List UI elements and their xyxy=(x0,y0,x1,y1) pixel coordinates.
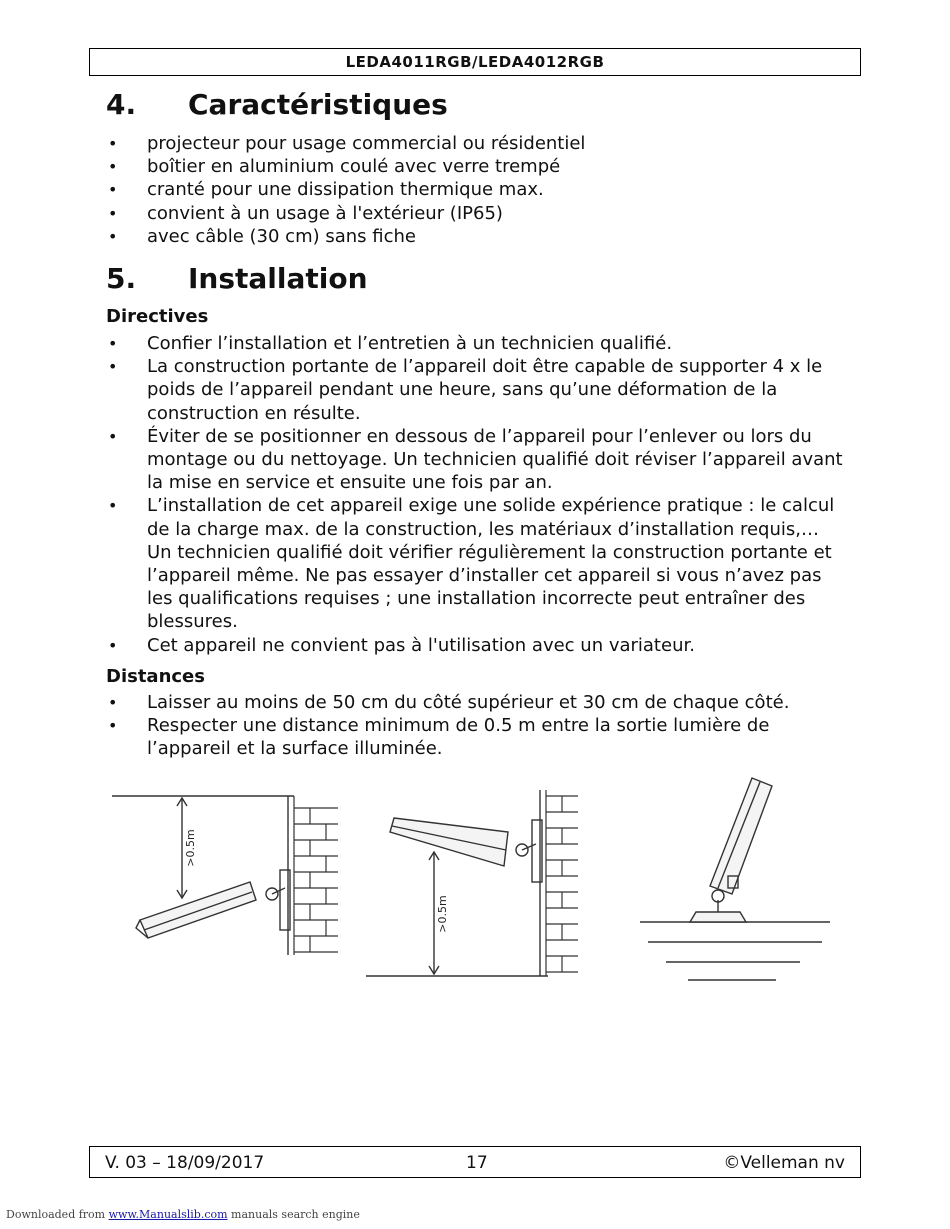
section-5-heading xyxy=(106,262,368,295)
download-prefix: Downloaded from xyxy=(6,1208,109,1221)
list-item: • Éviter de se positionner en dessous de l’appareil pour l’enlever ou lors du montage ou du nettoyage. Un technicien qualifié doit réviser l’appareil avant la mise en service et ensuite une fois par an. xyxy=(106,425,846,495)
download-notice xyxy=(6,1208,360,1221)
list-item: • Respecter une distance minimum de 0.5 m entre la sortie lumière de l’appareil et la surface illuminée. xyxy=(106,714,846,760)
distances-list xyxy=(106,691,846,761)
section-4-number: 4. xyxy=(106,88,137,121)
document-footer xyxy=(89,1146,861,1178)
flood-light-2 xyxy=(390,818,542,882)
distance-label-1: >0.5m xyxy=(184,829,197,867)
section-5-number: 5. xyxy=(106,262,137,295)
distance-label-2: >0.5m xyxy=(436,895,449,933)
list-item: • boîtier en aluminium coulé avec verre trempé xyxy=(106,155,846,178)
directives-heading: Directives xyxy=(106,306,209,327)
list-item: • Laisser au moins de 50 cm du côté supérieur et 30 cm de chaque côté. xyxy=(106,691,846,714)
list-item: • La construction portante de l’appareil doit être capable de supporter 4 x le poids de l’appareil pendant une heure, sans qu’une déformation de la construction en résulte. xyxy=(106,355,846,425)
flood-light-3 xyxy=(690,778,772,922)
directives-list xyxy=(106,332,846,657)
list-item: • projecteur pour usage commercial ou résidentiel xyxy=(106,132,846,155)
brick-wall-2 xyxy=(546,790,578,976)
distances-heading: Distances xyxy=(106,666,205,687)
list-item: • Confier l’installation et l’entretien à un technicien qualifié. xyxy=(106,332,846,355)
section-5-title: Installation xyxy=(188,262,368,295)
footer-page-number: 17 xyxy=(466,1153,488,1173)
document-header xyxy=(89,48,861,76)
features-list xyxy=(106,132,846,248)
list-item: • L’installation de cet appareil exige une solide expérience pratique : le calcul de la charge max. de la construction, les matériaux d’installation requis,… Un technicien qualifié doit vérifier régulièrement la construction portante et l’appareil même. Ne pas essayer d’installer cet appareil si vous n’avez pas les qualifications requises ; une installation incorrecte peut entraîner des blessures. xyxy=(106,494,846,633)
list-item: • convient à un usage à l'extérieur (IP65) xyxy=(106,202,846,225)
footer-version: V. 03 – 18/09/2017 xyxy=(105,1153,265,1173)
brick-wall-1 xyxy=(294,796,338,955)
section-4-title: Caractéristiques xyxy=(188,88,448,121)
flood-light-1 xyxy=(136,870,290,938)
list-item: • cranté pour une dissipation thermique max. xyxy=(106,178,846,201)
header-title: LEDA4011RGB/LEDA4012RGB xyxy=(345,53,605,71)
manualslib-link[interactable]: www.Manualslib.com xyxy=(108,1208,228,1221)
download-suffix: manuals search engine xyxy=(227,1208,360,1221)
section-4-heading xyxy=(106,88,448,121)
list-item: • avec câble (30 cm) sans fiche xyxy=(106,225,846,248)
list-item: • Cet appareil ne convient pas à l'utilisation avec un variateur. xyxy=(106,634,846,657)
installation-diagram xyxy=(100,770,840,990)
footer-copyright: ©Velleman nv xyxy=(723,1153,845,1173)
